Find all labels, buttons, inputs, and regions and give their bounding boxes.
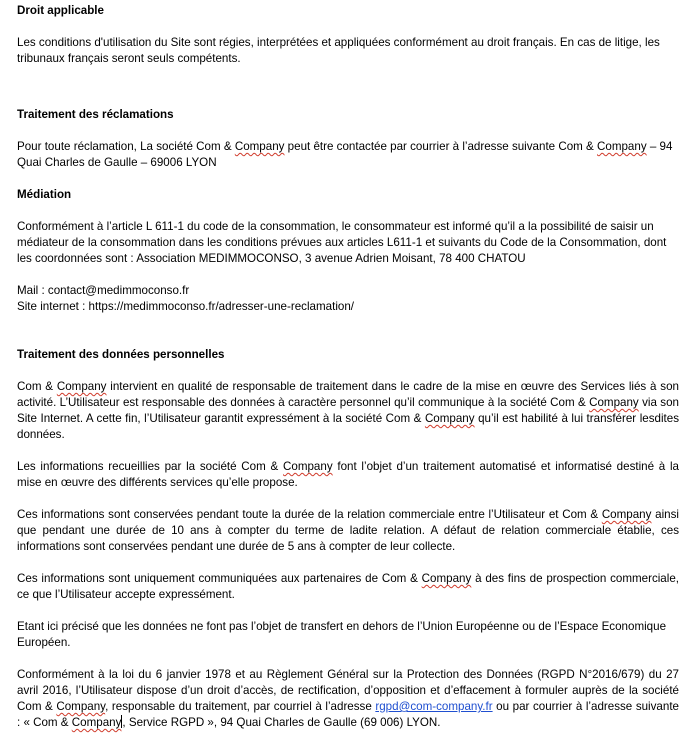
spell-mark: Company bbox=[589, 396, 639, 409]
paragraph-reclamations: Pour toute réclamation, La société Com & Company peut être contactée par courrier à l’adresse suivante Com & Company – 94 Quai Charles de Gaulle – 69006 LYON bbox=[17, 140, 673, 169]
paragraph-droit-applicable: Les conditions d'utilisation du Site sont régies, interprétées et appliquées conformément au droit français. En cas de litige, les tribunaux français seront seuls compétents. bbox=[17, 36, 660, 65]
spell-mark: Company bbox=[56, 700, 106, 713]
paragraph-donnees-1: Com & Company intervient en qualité de responsable de traitement dans le cadre de la mise en œuvre des Services liés à son activité. L’Utilisateur est responsable des données à caractère personnel qu’il communique à la société Com & Company via son Site Internet. A cette fin, l’Utilisateur garantit expressément à la société Com & Company qu’il est habilité à lui transférer lesdites données. bbox=[17, 380, 679, 441]
spell-mark: Company bbox=[601, 508, 652, 521]
spell-mark: Company bbox=[597, 140, 647, 153]
document-body bbox=[17, 3, 679, 731]
heading-donnees-personnelles: Traitement des données personnelles bbox=[17, 348, 225, 361]
spell-mark: Company bbox=[424, 412, 475, 425]
spell-mark: Company bbox=[283, 460, 333, 473]
heading-reclamations: Traitement des réclamations bbox=[17, 108, 174, 121]
rgpd-email-link[interactable]: rgpd@com-company.fr bbox=[375, 700, 493, 713]
spell-mark: Company bbox=[234, 140, 285, 153]
paragraph-donnees-4: Ces informations sont uniquement communiquées aux partenaires de Com & Company à des fins de prospection commerciale, ce que l’Utilisateur accepte expressément. bbox=[17, 572, 680, 601]
paragraph-donnees-5: Etant ici précisé que les données ne font pas l’objet de transfert en dehors de l’Union Européenne ou de l’Espace Economique Européen. bbox=[17, 620, 667, 649]
paragraph-donnees-3: Ces informations sont conservées pendant toute la durée de la relation commerciale entre l’Utilisateur et Com & Company ainsi que pendant une durée de 10 ans à compter du terme de ladite relation. A défaut de relation commerciale établie, ces informations sont conservées pendant une durée de 5 ans à compter de leur collecte. bbox=[17, 508, 679, 553]
spell-mark: Company bbox=[421, 572, 472, 585]
mediation-site: Site internet : https://medimmoconso.fr/adresser-une-reclamation/ bbox=[17, 300, 355, 313]
paragraph-donnees-2: Les informations recueillies par la société Com & Company font l’objet d’un traitement automatisé et informatisé destiné à la mise en œuvre des différents services qu’elle propose. bbox=[17, 460, 680, 489]
paragraph-mediation: Conformément à l’article L 611-1 du code de la consommation, le consommateur est informé qu’il a la possibilité de saisir un médiateur de la consommation dans les conditions prévues aux articles L611-1 et suivants du Code de la Consommation, dont les coordonnées sont : Association MEDIMMOCONSO, 3 avenue Adrien Moisant, 78 400 CHATOU bbox=[17, 220, 667, 265]
spell-mark: Company bbox=[56, 380, 107, 393]
spell-mark: Company bbox=[71, 716, 122, 729]
heading-mediation: Médiation bbox=[17, 188, 72, 201]
mediation-mail: Mail : contact@medimmoconso.fr bbox=[17, 284, 190, 297]
paragraph-donnees-6: Conformément à la loi du 6 janvier 1978 et au Règlement Général sur la Protection des Données (RGPD N°2016/679) du 27 avril 2016, l’Utilisateur dispose d’un droit d’accès, de rectification, d’opposition et d’effacement à formuler auprès de la société Com & Company, responsable du traitement, par courriel à l’adresse rgpd@com-company.fr ou par courrier à l’adresse suivante : « Com & Company, Service RGPD », 94 Quai Charles de Gaulle (69 006) LYON. bbox=[17, 668, 679, 729]
heading-droit-applicable: Droit applicable bbox=[17, 4, 104, 17]
